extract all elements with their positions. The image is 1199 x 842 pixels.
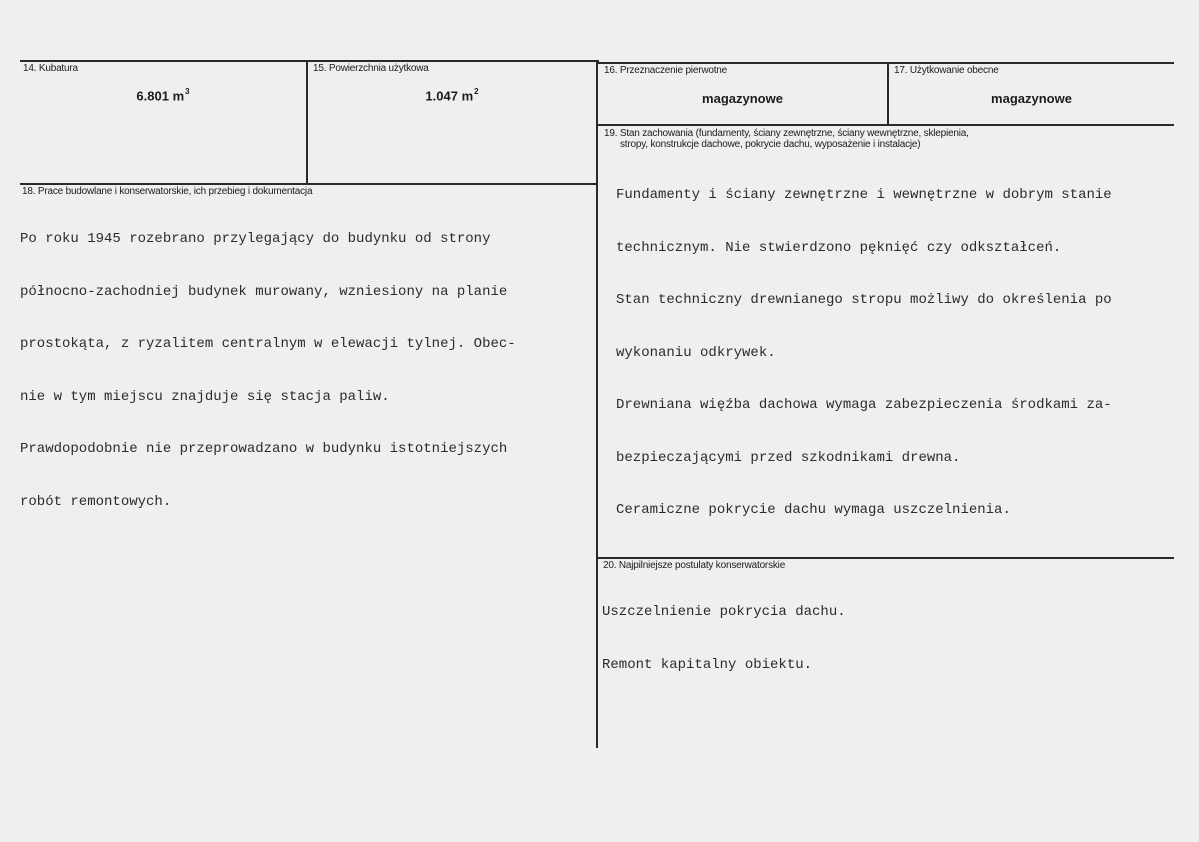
field-19-label-line: 19. Stan zachowania (fundamenty, ściany zewnętrzne, ściany wewnętrzne, sklepienia, [604, 128, 969, 139]
field-19-text [616, 152, 1112, 537]
field-14-unit-exponent: 3 [185, 87, 190, 96]
text-line: prostokąta, z ryzalitem centralnym w elewacji tylnej. Obec- [20, 336, 516, 352]
text-line: wykonaniu odkrywek. [616, 344, 776, 361]
row2-top-border-right [597, 124, 1174, 126]
field-18-label: 18. Prace budowlane i konserwatorskie, ich przebieg i dokumentacja [22, 186, 313, 197]
text-line: Ceramiczne pokrycie dachu wymaga uszczelnienia. [616, 502, 1011, 518]
text-line: technicznym. Nie stwierdzono pęknięć czy odkształceń. [616, 239, 1062, 256]
text-line: bezpieczającymi przed szkodnikami drewna. [616, 449, 961, 466]
field-16-label: 16. Przeznaczenie pierwotne [604, 65, 728, 76]
field-18-text [20, 196, 516, 529]
field-16-value: magazynowe [702, 91, 783, 106]
field-20-label: 20. Najpilniejsze postulaty konserwatorskie [603, 560, 786, 571]
field-14-value [20, 88, 306, 103]
row1-top-border-left [20, 60, 599, 62]
field-19-label-line: stropy, konstrukcje dachowe, pokrycie dachu, wyposażenie i instalacje) [620, 139, 921, 150]
divider-left-right [596, 60, 598, 748]
text-line: Fundamenty i ściany zewnętrzne i wewnętrzne w dobrym stanie [616, 187, 1112, 203]
text-line: robót remontowych. [20, 493, 172, 510]
field-14-label: 14. Kubatura [23, 63, 78, 74]
field-17-value: magazynowe [991, 91, 1072, 106]
field-15-label: 15. Powierzchnia użytkowa [313, 63, 429, 74]
field-20-text [602, 569, 846, 692]
field-17-label: 17. Użytkowanie obecne [894, 65, 999, 76]
text-line: Prawdopodobnie nie przeprowadzano w budynku istotniejszych [20, 441, 508, 457]
field-15-number: 1.047 m [425, 88, 474, 104]
row1-top-border-right [597, 62, 1174, 64]
text-line: Uszczelnienie pokrycia dachu. [602, 604, 846, 620]
row3-top-border-right [597, 557, 1174, 559]
row2-top-border-left [20, 183, 598, 185]
divider-14-15 [306, 60, 308, 184]
text-line: Drewniana więźba dachowa wymaga zabezpieczenia środkami za- [616, 397, 1112, 413]
field-14-number: 6.801 m [136, 88, 185, 104]
field-19-label [604, 128, 969, 150]
text-line: północno-zachodniej budynek murowany, wzniesiony na planie [20, 283, 508, 300]
text-line: Po roku 1945 rozebrano przylegający do budynku od strony [20, 231, 491, 247]
text-line: nie w tym miejscu znajduje się stacja paliw. [20, 388, 390, 405]
text-line: Stan techniczny drewnianego stropu możliwy do określenia po [616, 292, 1112, 308]
field-15-unit-exponent: 2 [474, 87, 479, 96]
text-line: Remont kapitalny obiektu. [602, 656, 813, 673]
field-15-value [308, 88, 596, 103]
